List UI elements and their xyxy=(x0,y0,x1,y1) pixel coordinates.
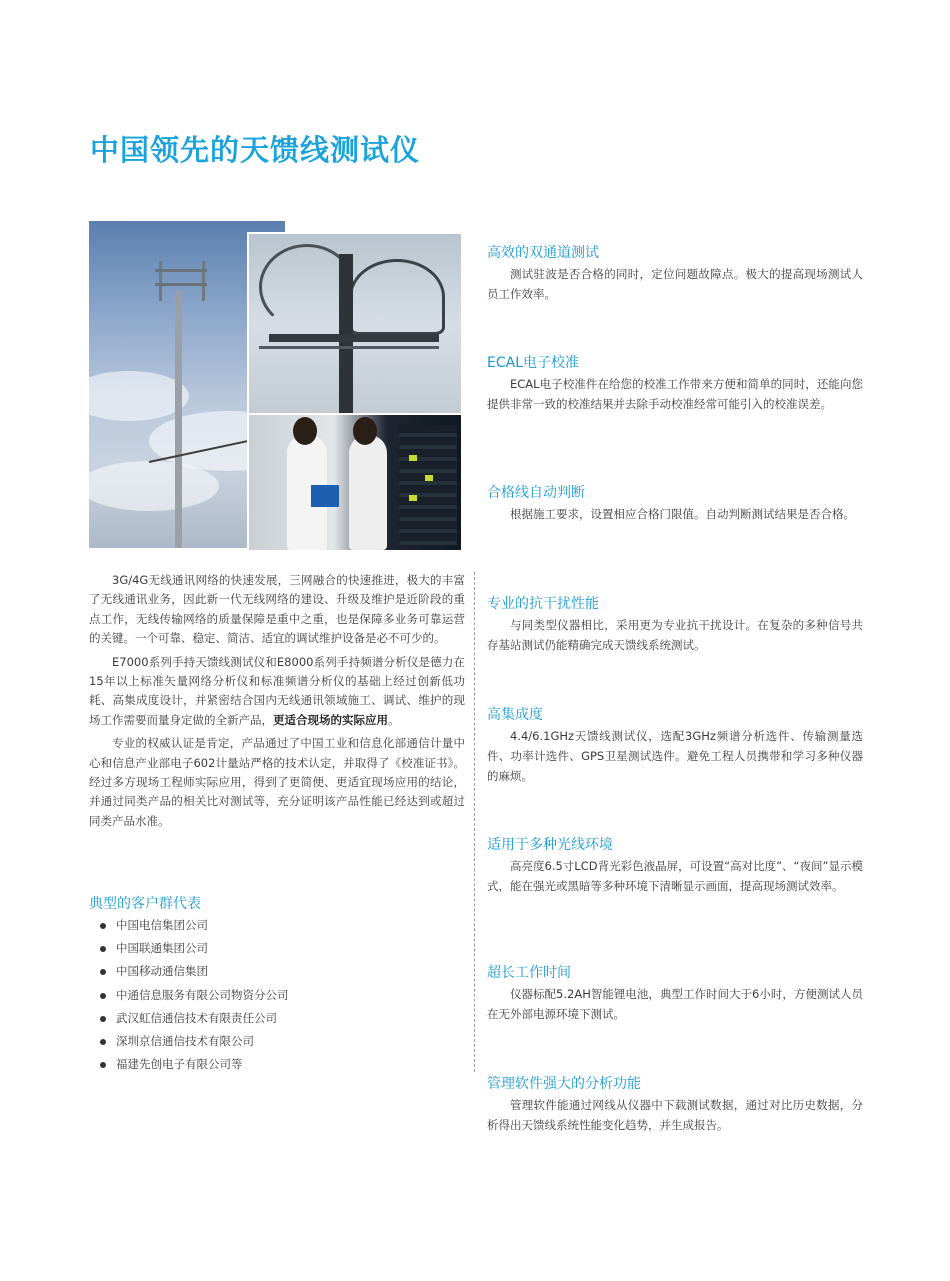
customer-list xyxy=(100,914,289,1076)
feature-body: 高亮度6.5寸LCD背光彩色液晶屏，可设置“高对比度”、“夜间”显示模式，能在强光或黑暗等多种环境下清晰显示画面，提高现场测试效率。 xyxy=(487,859,863,893)
list-item: 深圳京信通信技术有限公司 xyxy=(100,1030,289,1053)
feature-software xyxy=(487,1073,863,1135)
feature-heading: 高效的双通道测试 xyxy=(487,245,599,261)
feature-heading: 合格线自动判断 xyxy=(487,485,585,501)
feature-body: 测试驻波是否合格的同时，定位问题故障点。极大的提高现场测试人员工作效率。 xyxy=(487,267,863,301)
feature-body: 管理软件能通过网线从仪器中下载测试数据，通过对比历史数据，分析得出天馈线系统性能变化趋势，并生成报告。 xyxy=(487,1098,863,1132)
feature-body: 与同类型仪器相比，采用更为专业抗干扰设计。在复杂的多种信号共存基站测试仍能精确完成天馈线系统测试。 xyxy=(487,618,863,652)
list-item: 武汉虹信通信技术有限责任公司 xyxy=(100,1007,289,1030)
engineers-testing-photo xyxy=(247,413,463,552)
list-item: 中通信息服务有限公司物资分公司 xyxy=(100,984,289,1007)
list-item: 中国联通集团公司 xyxy=(100,937,289,960)
feature-light-env xyxy=(487,834,863,896)
feature-integration xyxy=(487,704,863,786)
feature-dual-channel xyxy=(487,242,863,304)
intro-paragraph-1: 3G/4G无线通讯网络的快速发展，三网融合的快速推进，极大的丰富了无线通讯业务，因此新一代无线网络的建设、升级及维护是近阶段的重点工作，无线传输网络的质量保障是重中之重，也是保障多业务可靠运营的关键。一个可靠、稳定、简洁、适宜的调试维护设备是必不可少的。 xyxy=(89,573,465,646)
feature-heading: 管理软件强大的分析功能 xyxy=(487,1076,641,1092)
intro-paragraph-2: E7000系列手持天馈线测试仪和E8000系列手持频谱分析仪是德力在15年以上标准矢量网络分析仪和标准频谱分析仪的基础上经过创新低功耗、高集成度设计，并紧密结合国内无线通讯领域施工、调试、维护的现场工作需要而量身定做的全新产品，更适合现场的实际应用。 xyxy=(89,654,465,727)
page-title: 中国领先的天馈线测试仪 xyxy=(90,133,421,167)
feature-heading: 专业的抗干扰性能 xyxy=(487,596,599,612)
product-photo-collage xyxy=(89,221,459,548)
column-divider xyxy=(474,572,475,1072)
intro-emphasis: 更适合现场的实际应用 xyxy=(273,712,388,727)
feature-ecal xyxy=(487,352,863,414)
feature-body: 仪器标配5.2AH智能锂电池，典型工作时间大于6小时，方便测试人员在无外部电源环境下测试。 xyxy=(487,987,863,1021)
customers-heading: 典型的客户群代表 xyxy=(89,896,201,912)
feature-heading: 超长工作时间 xyxy=(487,965,571,981)
feature-body: 根据施工要求，设置相应合格门限值。自动判断测试结果是否合格。 xyxy=(510,507,855,521)
list-item: 中国移动通信集团 xyxy=(100,960,289,983)
feature-pass-line xyxy=(487,482,863,524)
list-item: 福建先创电子有限公司等 xyxy=(100,1053,289,1076)
feature-heading: 高集成度 xyxy=(487,707,543,723)
list-item: 中国电信集团公司 xyxy=(100,914,289,937)
feature-heading: 适用于多种光线环境 xyxy=(487,837,613,853)
intro-paragraph-3: 专业的权威认证是肯定，产品通过了中国工业和信息化部通信计量中心和信息产业部电子602计量站严格的技术认定，并取得了《校准证书》。经过多方现场工程师实际应用，得到了更简便、更适宜现场应用的结论，并通过同类产品的相关比对测试等，充分证明该产品性能已经达到或超过同类产品水准。 xyxy=(89,736,465,828)
feature-battery xyxy=(487,962,863,1024)
feature-body: ECAL电子校准件在给您的校准工作带来方便和简单的同时，还能向您提供非常一致的校准结果并去除手动校准经常可能引入的校准误差。 xyxy=(487,377,863,411)
intro-text xyxy=(89,571,465,835)
feature-body: 4.4/6.1GHz天馈线测试仪，选配3GHz频谱分析选件、传输测量选件、功率计选件、GPS卫星测试选件。避免工程人员携带和学习多种仪器的麻烦。 xyxy=(487,729,863,783)
ship-antenna-photo xyxy=(247,232,463,416)
feature-heading: ECAL电子校准 xyxy=(487,355,579,371)
feature-anti-interference xyxy=(487,593,863,655)
